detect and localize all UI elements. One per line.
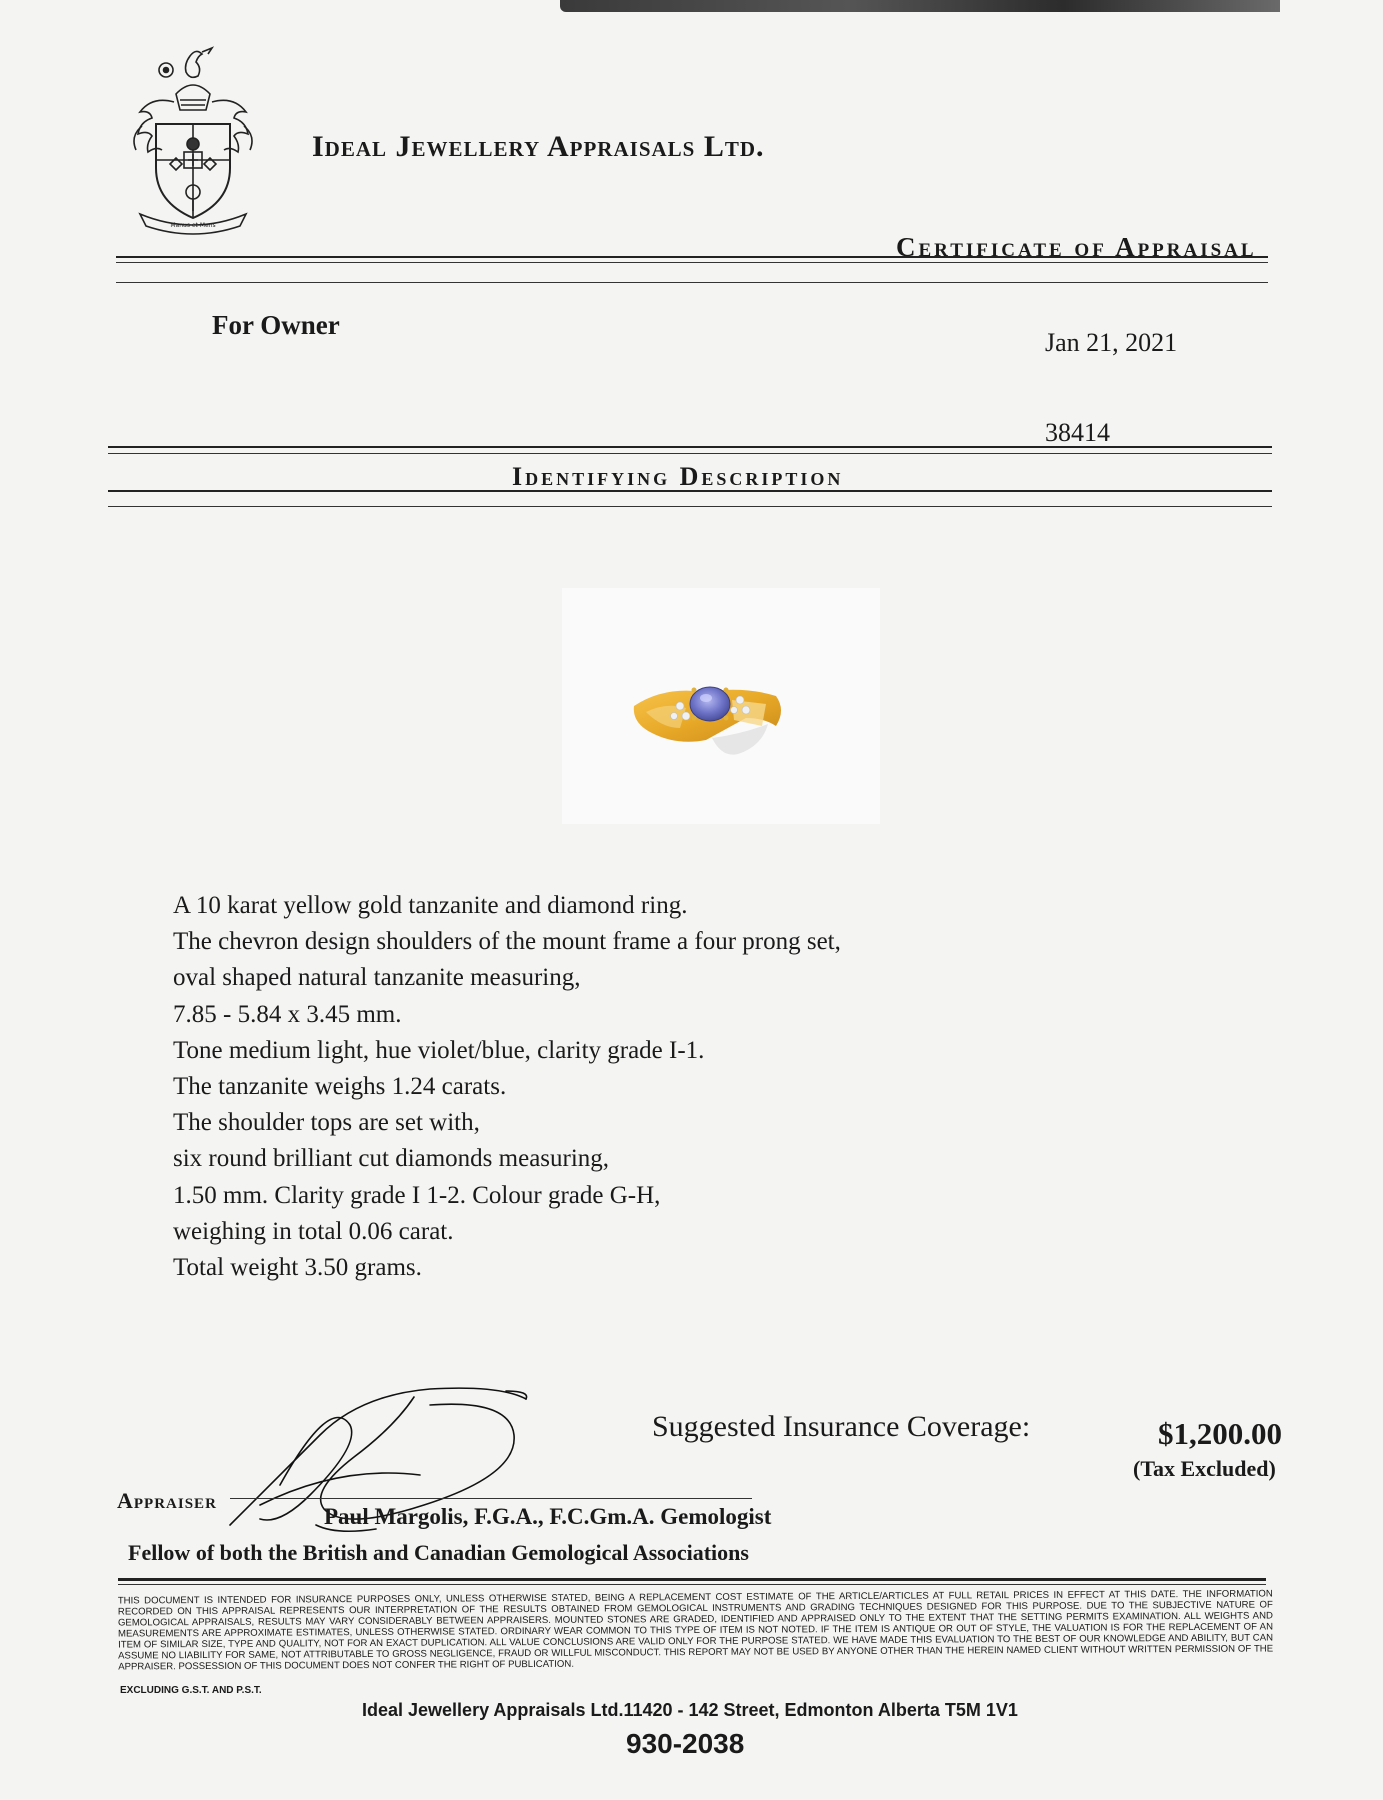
description-line: The chevron design shoulders of the mount frame a four prong set, bbox=[173, 928, 841, 956]
description-line: 1.50 mm. Clarity grade I 1-2. Colour grade G-H, bbox=[173, 1181, 661, 1209]
description-line: 7.85 - 5.84 x 3.45 mm. bbox=[173, 1000, 402, 1028]
identifying-description bbox=[173, 888, 1073, 1286]
tax-exclusion-note: EXCLUDING G.S.T. AND P.S.T. bbox=[120, 1685, 262, 1696]
description-line: Tone medium light, hue violet/blue, clarity grade I-1. bbox=[173, 1036, 705, 1064]
appraiser-label: Appraiser bbox=[117, 1488, 217, 1513]
company-name: Ideal Jewellery Appraisals Ltd. bbox=[312, 130, 765, 163]
certificate-title: Certificate of Appraisal bbox=[896, 232, 1257, 262]
scan-edge-shadow bbox=[560, 0, 1280, 12]
appraiser-fellowship: Fellow of both the British and Canadian Gemological Associations bbox=[128, 1540, 749, 1565]
company-address: Ideal Jewellery Appraisals Ltd.11420 - 142 Street, Edmonton Alberta T5M 1V1 bbox=[362, 1700, 1018, 1720]
legal-disclaimer: THIS DOCUMENT IS INTENDED FOR INSURANCE PURPOSES ONLY, UNLESS OTHERWISE STATED, BEING A REPLACEMENT COST ESTIMATE OF THE ARTICLE/ARTICLES AT FULL RETAIL PRICES IN EFFECT AT THIS DATE. THE INFORMATION RECORDED ON THIS APPRAISAL REPRESENTS OUR INTERPRETATION OF THE RESULTS OBTAINED FROM GEMOLOGICAL INSTRUMENTS AND GRADING TECHNIQUES DESIGNED FOR THIS PURPOSE. DUE TO THE SUBJECTIVE NATURE OF GEMOLOGICAL APPRAISALS, RESULTS MAY VARY CONSIDERABLY BETWEEN APPRAISERS. MOUNTED STONES ARE GRADED, IDENTIFIED AND APPRAISED ONLY TO THE EXTENT THAT THE SETTING PERMITS EXAMINATION. ALL WEIGHTS AND MEASUREMENTS ARE APPROXIMATE ESTIMATES, UNLESS OTHERWISE STATED. ORDINARY WEAR COMMON TO THIS TYPE OF ITEM IS NOT NOTED. IF THE ITEM IS ANTIQUE OR OUT OF STYLE, THE VALUATION IS FOR THE REPLACEMENT OF AN ITEM OF SIMILAR SIZE, TYPE AND QUALITY, NOT FOR AN EXACT DUPLICATION. ALL VALUE CONCLUSIONS ARE VALID ONLY FOR THE PURPOSE STATED. WE HAVE MADE THIS EVALUATION TO THE BEST OF OUR KNOWLEDGE AND ABILITY, BUT CAN ASSUME NO LIABILITY FOR SAME, NOT ATTRIBUTABLE TO GROSS NEGLIGENCE, FRAUD OR WILLFUL MISCONDUCT. THIS REPORT MAY NOT BE USED BY ANYONE OTHER THAN THE HEREIN NAMED CLIENT WITHOUT WRITTEN PERMISSION OF THE APPRAISER. POSSESSION OF THIS DOCUMENT DOES NOT CONFER THE RIGHT OF PUBLICATION. bbox=[117, 1588, 1274, 1673]
company-phone: 930-2038 bbox=[626, 1728, 745, 1759]
description-line: The tanzanite weighs 1.24 carats. bbox=[173, 1073, 507, 1101]
section-title: Identifying Description bbox=[512, 462, 844, 491]
tax-note: (Tax Excluded) bbox=[1133, 1456, 1276, 1481]
insurance-amount: $1,200.00 bbox=[1158, 1416, 1282, 1451]
appraisal-date: Jan 21, 2021 bbox=[1045, 328, 1178, 357]
footer-divider bbox=[118, 1584, 1266, 1585]
signature-line bbox=[230, 1498, 752, 1499]
appraiser-name: Paul Margolis, F.G.A., F.C.Gm.A. Gemologist bbox=[324, 1504, 772, 1529]
crest-motto: Manus et Mens bbox=[170, 222, 216, 229]
divider-line bbox=[116, 262, 1268, 263]
divider-line bbox=[116, 282, 1268, 283]
description-line: weighing in total 0.06 carat. bbox=[173, 1217, 454, 1245]
divider-line bbox=[108, 453, 1272, 454]
footer-divider bbox=[118, 1578, 1266, 1581]
certificate-number: 38414 bbox=[1045, 418, 1110, 447]
description-line: The shoulder tops are set with, bbox=[173, 1109, 480, 1137]
description-line: Total weight 3.50 grams. bbox=[173, 1254, 422, 1282]
owner-label: For Owner bbox=[212, 310, 340, 340]
ring-photo bbox=[562, 588, 880, 824]
divider-line bbox=[108, 506, 1272, 507]
description-line: A 10 karat yellow gold tanzanite and diamond ring. bbox=[173, 892, 688, 919]
divider-line bbox=[108, 446, 1272, 448]
description-line: six round brilliant cut diamonds measuring, bbox=[173, 1145, 610, 1173]
coat-of-arms-logo bbox=[118, 46, 268, 236]
insurance-coverage-label: Suggested Insurance Coverage: bbox=[652, 1410, 1031, 1443]
divider-line bbox=[116, 256, 1268, 258]
divider-line bbox=[108, 490, 1272, 492]
description-line: oval shaped natural tanzanite measuring, bbox=[173, 964, 581, 992]
